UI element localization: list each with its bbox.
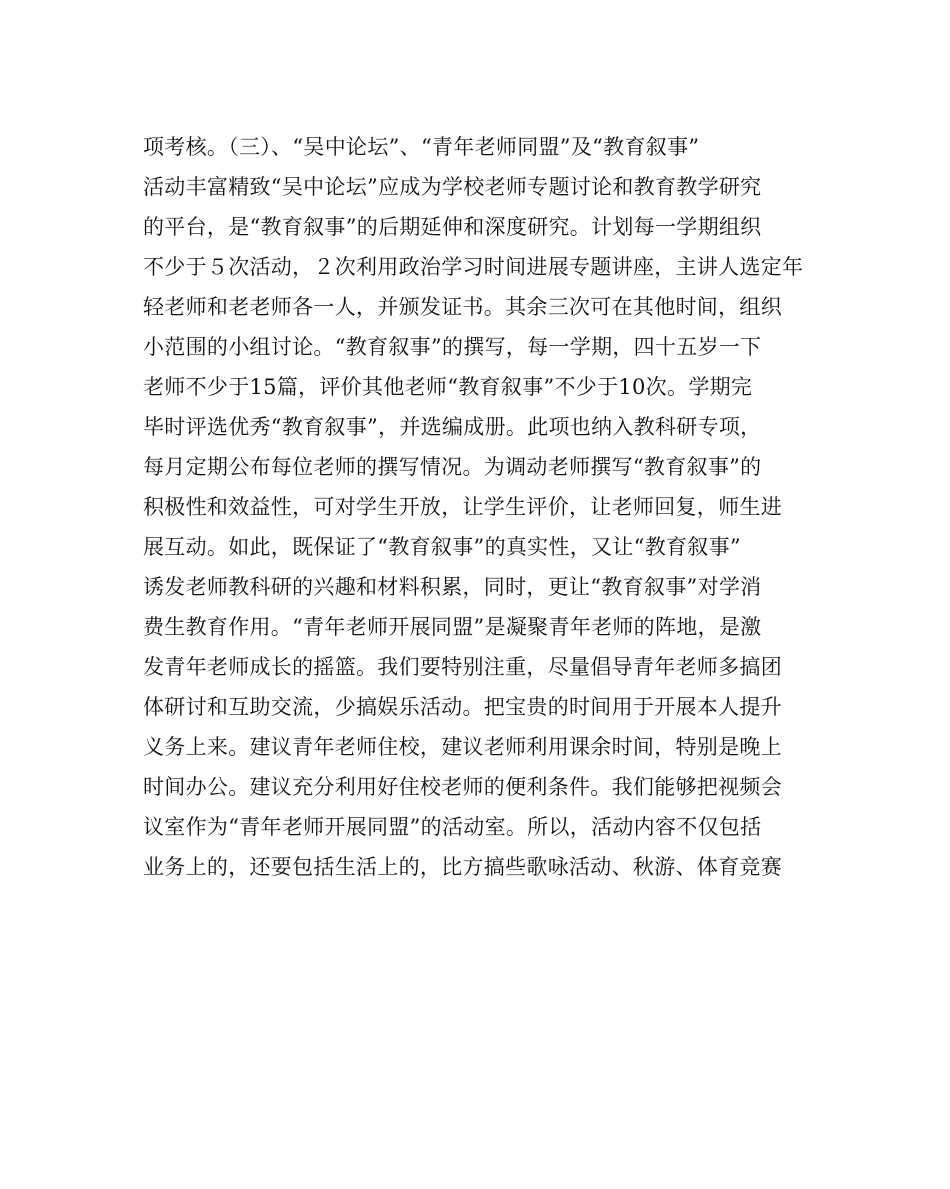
text-line: 活动丰富精致“吴中论坛”应成为学校老师专题讨论和教育教学研究 (143, 175, 762, 199)
text-line: 诱发老师教科研的兴趣和材料积累，同时，更让“教育叙事”对学消 (143, 575, 762, 599)
text-line: 不少于５次活动，２次利用政治学习时间进展专题讲座，主讲人选定年 (143, 255, 804, 279)
text-line: 义务上来。建议青年老师住校，建议老师利用课余时间，特别是晚上 (143, 735, 782, 759)
text-line: 时间办公。建议充分利用好住校老师的便利条件。我们能够把视频会 (143, 775, 782, 799)
text-line: 体研讨和互助交流，少搞娱乐活动。把宝贵的时间用于开展本人提升 (143, 695, 782, 719)
text-line: 毕时评选优秀“教育叙事”，并选编成册。此项也纳入教科研专项， (143, 415, 762, 439)
text-line: 项考核。（三）、“吴中论坛”、“青年老师同盟”及“教育叙事” (143, 135, 700, 159)
text-line: 小范围的小组讨论。“教育叙事”的撰写，每一学期，四十五岁一下 (143, 335, 762, 359)
text-line: 的平台，是“教育叙事”的后期延伸和深度研究。计划每一学期组织 (143, 215, 762, 239)
body-text (143, 127, 813, 887)
text-line: 每月定期公布每位老师的撰写情况。为调动老师撰写“教育叙事”的 (143, 455, 762, 479)
text-line: 展互动。如此，既保证了“教育叙事”的真实性，又让“教育叙事” (143, 535, 741, 559)
text-line: 发青年老师成长的摇篮。我们要特别注重，尽量倡导青年老师多搞团 (143, 655, 782, 679)
text-line: 老师不少于15篇，评价其他老师“教育叙事”不少于10次。学期完 (143, 375, 753, 399)
text-line: 业务上的，还要包括生活上的，比方搞些歌咏活动、秋游、体育竞赛 (143, 855, 782, 879)
text-line: 积极性和效益性，可对学生开放，让学生评价，让老师回复，师生进 (143, 495, 782, 519)
text-line: 费生教育作用。“青年老师开展同盟”是凝聚青年老师的阵地，是激 (143, 615, 762, 639)
text-line: 议室作为“青年老师开展同盟”的活动室。所以，活动内容不仅包括 (143, 815, 762, 839)
text-line: 轻老师和老老师各一人，并颁发证书。其余三次可在其他时间，组织 (143, 295, 782, 319)
